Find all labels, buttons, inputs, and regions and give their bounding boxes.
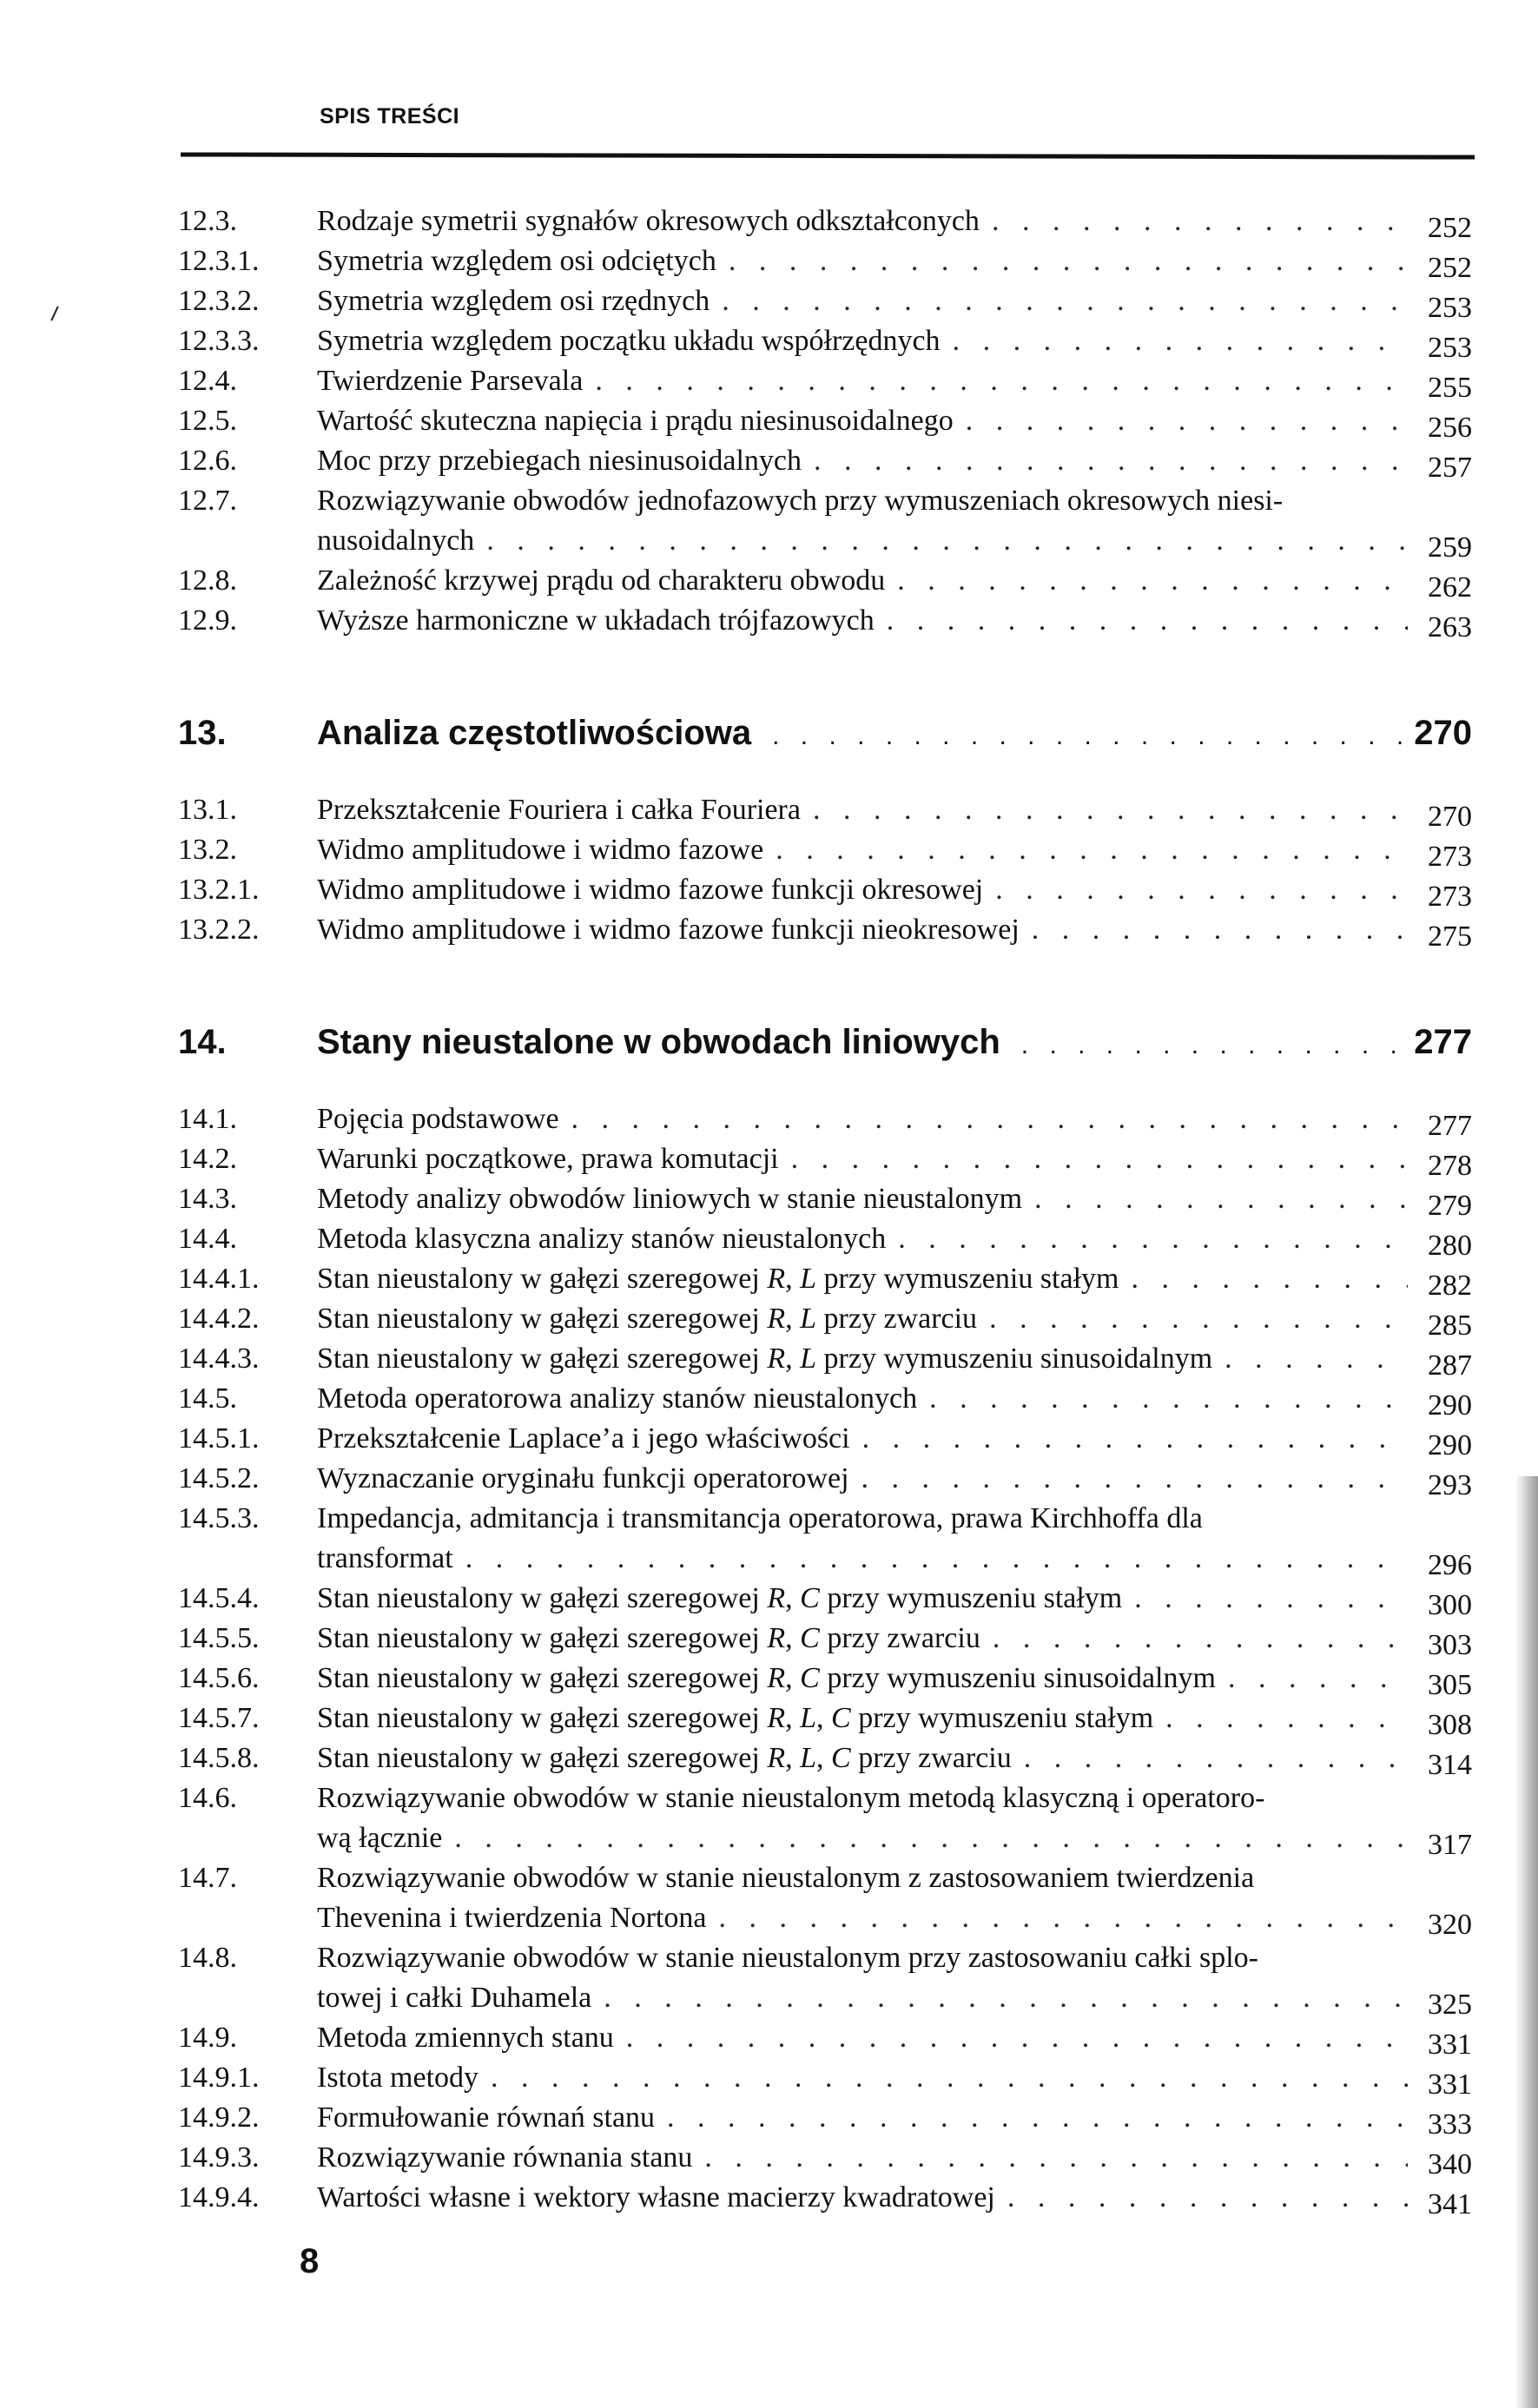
entry-body <box>317 1099 1472 1142</box>
dot-leader <box>465 1539 1408 1579</box>
entry-number: 12.5. <box>178 405 237 437</box>
chapter-title: Stany nieustalone w obwodach liniowych <box>317 1023 1000 1061</box>
page-number: 8 <box>300 2242 320 2280</box>
entry-line <box>317 401 1472 444</box>
entry-title-line: Rozwiązywanie obwodów jednofazowych przy wymuszeniach okresowych niesi- <box>317 485 1284 517</box>
entry-title: Stan nieustalony w gałęzi szeregowej R, L, C przy wymuszeniu stałym <box>317 1702 1154 1734</box>
chapter-heading[interactable] <box>178 1018 1472 1070</box>
entry-body <box>317 2098 1472 2141</box>
entry-page-number: 285 <box>1428 1310 1472 1342</box>
entry-body <box>317 1499 1472 1579</box>
dot-leader <box>722 281 1408 321</box>
entry-title: Metody analizy obwodów liniowych w stanie nieustalonym <box>317 1183 1023 1215</box>
toc-entry[interactable] <box>178 1099 1472 1142</box>
entry-line <box>317 870 1472 913</box>
entry-line <box>317 201 1472 244</box>
entry-body <box>317 2018 1472 2061</box>
dot-leader <box>571 1099 1408 1139</box>
entry-page-number: 273 <box>1428 881 1472 913</box>
entry-number: 14.4. <box>178 1223 237 1255</box>
dot-leader <box>989 1299 1408 1339</box>
scan-edge-shadow <box>1515 1476 1538 2408</box>
dot-leader <box>897 561 1408 601</box>
dot-leader <box>1034 1179 1408 1219</box>
dot-leader <box>1021 1021 1405 1070</box>
entry-body <box>317 1659 1472 1699</box>
entry-number: 14.5.1. <box>178 1422 260 1455</box>
chapter-spacer <box>178 761 1472 790</box>
entry-number: 12.8. <box>178 564 237 597</box>
chapter-page-number: 270 <box>1414 714 1472 752</box>
toc-entry[interactable] <box>178 201 1472 244</box>
entry-body <box>317 1738 1472 1781</box>
dot-leader <box>1024 1738 1408 1778</box>
entry-title-line: Rozwiązywanie obwodów w stanie nieustalonym metodą klasyczną i operatoro- <box>317 1782 1265 1814</box>
toc-entry[interactable] <box>178 870 1472 913</box>
toc-entry[interactable] <box>178 910 1472 953</box>
dot-leader <box>454 1818 1408 1858</box>
entry-body <box>317 321 1472 364</box>
toc-entry[interactable] <box>178 1339 1472 1382</box>
entry-page-number: 333 <box>1428 2108 1472 2141</box>
entry-body <box>317 601 1472 641</box>
entry-line <box>317 1339 1472 1382</box>
toc-entry[interactable] <box>178 1179 1472 1222</box>
entry-title: Przekształcenie Fouriera i całka Fouriera <box>317 794 801 826</box>
entry-title: Wyznaczanie oryginału funkcji operatorowej <box>317 1462 849 1494</box>
toc-entry[interactable] <box>178 1619 1472 1659</box>
stray-pen-mark <box>50 306 58 320</box>
entry-line <box>317 2098 1472 2141</box>
entry-page-number: 263 <box>1428 611 1472 643</box>
entry-line <box>317 361 1472 404</box>
entry-body <box>317 1938 1472 2021</box>
dot-leader <box>704 2138 1408 2178</box>
toc-entry[interactable] <box>178 481 1472 564</box>
entry-body <box>317 910 1472 953</box>
entry-line <box>317 1379 1472 1422</box>
entry-page-number: 255 <box>1428 372 1472 404</box>
dot-leader <box>1134 1579 1408 1619</box>
entry-line <box>317 1419 1472 1459</box>
entry-page-number: 253 <box>1428 292 1472 324</box>
entry-body <box>317 1259 1472 1302</box>
entry-number: 14.9.1. <box>178 2062 260 2094</box>
entry-title: Wartość skuteczna napięcia i prądu niesinusoidalnego <box>317 405 954 437</box>
entry-number: 14.9.4. <box>178 2181 260 2213</box>
entry-title: Rozwiązywanie równania stanu <box>317 2141 693 2174</box>
entry-number: 13.2.1. <box>178 874 260 906</box>
entry-title-last-line <box>317 1978 1472 2021</box>
entry-title: Stan nieustalony w gałęzi szeregowej R, C przy wymuszeniu sinusoidalnym <box>317 1662 1216 1694</box>
chapter-title: Analiza częstotliwościowa <box>317 714 752 752</box>
entry-number: 12.9. <box>178 604 237 637</box>
entry-line <box>317 2058 1472 2101</box>
toc-entry[interactable] <box>178 2098 1472 2141</box>
entry-body <box>317 1179 1472 1222</box>
entry-page-number: 317 <box>1428 1829 1472 1861</box>
dot-leader <box>718 1898 1408 1938</box>
entry-title: Widmo amplitudowe i widmo fazowe funkcji okresowej <box>317 874 984 906</box>
entry-title: Stan nieustalony w gałęzi szeregowej R, L, C przy zwarciu <box>317 1742 1012 1774</box>
dot-leader <box>995 870 1408 910</box>
entry-page-number: 280 <box>1428 1230 1472 1262</box>
toc-entry[interactable] <box>178 2018 1472 2061</box>
entry-number: 12.3.2. <box>178 285 260 317</box>
dot-leader <box>1032 910 1408 950</box>
entry-body <box>317 1619 1472 1659</box>
entry-page-number: 290 <box>1428 1429 1472 1461</box>
chapter-spacer <box>178 641 1472 709</box>
entry-title: Stan nieustalony w gałęzi szeregowej R, C przy wymuszeniu stałym <box>317 1582 1123 1614</box>
entry-title: Symetria względem osi rzędnych <box>317 285 710 317</box>
entry-line <box>317 561 1472 604</box>
entry-line <box>317 1738 1472 1781</box>
entry-body <box>317 1299 1472 1342</box>
entry-title: Przekształcenie Laplace’a i jego właściwości <box>317 1422 850 1455</box>
entry-line <box>317 1219 1472 1262</box>
entry-line <box>317 1179 1472 1222</box>
entry-body <box>317 401 1472 444</box>
entry-line <box>317 281 1472 324</box>
entry-title: Zależność krzywej prądu od charakteru obwodu <box>317 564 886 597</box>
entry-title: Wyższe harmoniczne w układach trójfazowych <box>317 604 875 637</box>
entry-title: Widmo amplitudowe i widmo fazowe funkcji nieokresowej <box>317 914 1020 946</box>
entry-page-number: 275 <box>1428 920 1472 953</box>
entry-line <box>317 1099 1472 1142</box>
entry-line <box>317 441 1472 484</box>
entry-page-number: 256 <box>1428 412 1472 444</box>
entry-page-number: 279 <box>1428 1190 1472 1222</box>
entry-number: 14.8. <box>178 1942 237 1974</box>
entry-body <box>317 1339 1472 1382</box>
entry-number: 14.5.3. <box>178 1502 260 1534</box>
entry-page-number: 253 <box>1428 332 1472 364</box>
toc-entry[interactable] <box>178 401 1472 444</box>
dot-leader <box>993 1619 1408 1659</box>
entry-page-number: 273 <box>1428 841 1472 873</box>
entry-title-line: Rozwiązywanie obwodów w stanie nieustalonym z zastosowaniem twierdzenia <box>317 1862 1255 1894</box>
entry-title-line: transformat <box>317 1542 453 1574</box>
entry-body <box>317 1139 1472 1182</box>
toc-entry[interactable] <box>178 1419 1472 1459</box>
chapter-title-line <box>317 709 1472 761</box>
entry-page-number: 282 <box>1428 1270 1472 1302</box>
toc-entry[interactable] <box>178 1738 1472 1781</box>
entry-page-number: 293 <box>1428 1469 1472 1501</box>
entry-body <box>317 441 1472 484</box>
entry-line <box>317 1259 1472 1302</box>
entry-page-number: 314 <box>1428 1749 1472 1781</box>
toc-entry[interactable] <box>178 1379 1472 1422</box>
entry-line <box>317 910 1472 953</box>
toc-entry[interactable] <box>178 830 1472 873</box>
entry-title: Symetria względem osi odciętych <box>317 245 716 277</box>
dot-leader <box>1224 1339 1408 1379</box>
entry-title: Symetria względem początku układu współrzędnych <box>317 325 941 357</box>
entry-body <box>317 1459 1472 1499</box>
entry-page-number: 287 <box>1428 1349 1472 1382</box>
entry-number: 14.5.7. <box>178 1702 260 1734</box>
dot-leader <box>1228 1659 1408 1699</box>
toc-entry[interactable] <box>178 1139 1472 1182</box>
entry-title: Stan nieustalony w gałęzi szeregowej R, L przy wymuszeniu sinusoidalnym <box>317 1343 1213 1375</box>
entry-page-number: 290 <box>1428 1389 1472 1422</box>
entry-page-number: 262 <box>1428 571 1472 604</box>
entry-body <box>317 1579 1472 1619</box>
entry-number: 12.4. <box>178 365 237 397</box>
toc-entry[interactable] <box>178 1579 1472 1619</box>
toc-entry[interactable] <box>178 1659 1472 1699</box>
header-rule <box>181 152 1475 159</box>
entry-page-number: 300 <box>1428 1589 1472 1621</box>
entry-title-line: towej i całki Duhamela <box>317 1982 592 2014</box>
toc-entry[interactable] <box>178 2178 1472 2218</box>
entry-line <box>317 601 1472 641</box>
entry-title-line: nusoidalnych <box>317 524 475 557</box>
dot-leader <box>491 2058 1408 2098</box>
entry-body <box>317 481 1472 564</box>
chapter-title-line <box>317 1018 1472 1070</box>
dot-leader <box>992 201 1408 241</box>
entry-page-number: 259 <box>1428 531 1472 564</box>
entry-title: Rodzaje symetrii sygnałów okresowych odkształconych <box>317 205 980 237</box>
entry-body <box>317 1858 1472 1941</box>
entry-page-number: 277 <box>1428 1110 1472 1142</box>
toc-entry[interactable] <box>178 241 1472 284</box>
entry-title: Widmo amplitudowe i widmo fazowe <box>317 834 764 866</box>
entry-page-number: 320 <box>1428 1909 1472 1941</box>
chapter-number: 14. <box>178 1023 227 1061</box>
dot-leader <box>953 321 1408 361</box>
entry-page-number: 331 <box>1428 2029 1472 2061</box>
entry-title: Metoda klasyczna analizy stanów nieustalonych <box>317 1223 887 1255</box>
entry-title: Istota metody <box>317 2062 479 2094</box>
toc-entry[interactable] <box>178 1858 1472 1941</box>
entry-line <box>317 2178 1472 2218</box>
entry-line <box>317 321 1472 364</box>
toc-entry[interactable] <box>178 1219 1472 1262</box>
entry-number: 14.1. <box>178 1103 237 1135</box>
entry-body <box>317 1778 1472 1861</box>
entry-number: 14.3. <box>178 1183 237 1215</box>
running-head: SPIS TREŚCI <box>320 104 460 129</box>
entry-title: Formułowanie równań stanu <box>317 2101 656 2134</box>
chapter-heading[interactable] <box>178 709 1472 761</box>
table-of-contents <box>178 201 1472 2218</box>
toc-entry[interactable] <box>178 1938 1472 2021</box>
entry-number: 12.6. <box>178 445 237 477</box>
entry-title: Stan nieustalony w gałęzi szeregowej R, C przy zwarciu <box>317 1622 980 1654</box>
entry-page-number: 296 <box>1428 1549 1472 1581</box>
dot-leader <box>729 241 1408 281</box>
toc-entry[interactable] <box>178 2058 1472 2101</box>
entry-page-number: 331 <box>1428 2068 1472 2101</box>
entry-body <box>317 241 1472 284</box>
chapter-spacer <box>178 950 1472 1018</box>
entry-line <box>317 1139 1472 1182</box>
entry-line <box>317 2138 1472 2178</box>
dot-leader <box>595 361 1408 401</box>
entry-title-line: Impedancja, admitancja i transmitancja operatorowa, prawa Kirchhoffa dla <box>317 1502 1203 1534</box>
toc-entry[interactable] <box>178 601 1472 641</box>
entry-page-number: 325 <box>1428 1989 1472 2021</box>
toc-entry[interactable] <box>178 1459 1472 1499</box>
entry-body <box>317 2138 1472 2178</box>
entry-number: 14.5.2. <box>178 1462 260 1494</box>
dot-leader <box>966 401 1408 441</box>
entry-body <box>317 2058 1472 2101</box>
toc-entry[interactable] <box>178 1778 1472 1861</box>
entry-title: Metoda zmiennych stanu <box>317 2022 614 2054</box>
dot-leader <box>1131 1259 1408 1299</box>
entry-body <box>317 2178 1472 2218</box>
toc-entry[interactable] <box>178 790 1472 833</box>
dot-leader <box>667 2098 1408 2138</box>
entry-body <box>317 790 1472 833</box>
entry-page-number: 341 <box>1428 2188 1472 2220</box>
dot-leader <box>1165 1699 1408 1738</box>
toc-entry[interactable] <box>178 561 1472 604</box>
chapter-spacer <box>178 1070 1472 1099</box>
dot-leader <box>898 1219 1408 1259</box>
entry-page-number: 305 <box>1428 1669 1472 1701</box>
toc-entry[interactable] <box>178 441 1472 484</box>
entry-body <box>317 1419 1472 1459</box>
entry-title: Warunki początkowe, prawa komutacji <box>317 1143 779 1175</box>
dot-leader <box>791 1139 1408 1179</box>
entry-line <box>317 1459 1472 1499</box>
entry-number: 14.5.5. <box>178 1622 260 1654</box>
entry-page-number: 252 <box>1428 212 1472 244</box>
entry-number: 12.3.3. <box>178 325 260 357</box>
toc-entry[interactable] <box>178 1499 1472 1579</box>
entry-number: 14.5. <box>178 1382 237 1415</box>
entry-number: 14.9.2. <box>178 2101 260 2134</box>
entry-title: Twierdzenie Parsevala <box>317 365 584 397</box>
entry-number: 14.4.1. <box>178 1263 260 1295</box>
entry-number: 14.4.3. <box>178 1343 260 1375</box>
entry-line <box>317 1659 1472 1699</box>
chapter-page-number: 277 <box>1414 1023 1472 1061</box>
toc-entry[interactable] <box>178 281 1472 324</box>
entry-page-number: 308 <box>1428 1709 1472 1741</box>
entry-page-number: 252 <box>1428 252 1472 284</box>
entry-number: 12.3. <box>178 205 237 237</box>
entry-line <box>317 790 1472 833</box>
entry-title-last-line <box>317 1539 1472 1579</box>
entry-title-line: Thevenina i twierdzenia Nortona <box>317 1902 707 1934</box>
entry-title-last-line <box>317 1898 1472 1941</box>
entry-number: 13.1. <box>178 794 237 826</box>
dot-leader <box>929 1379 1408 1419</box>
entry-line <box>317 1579 1472 1619</box>
dot-leader <box>862 1419 1408 1459</box>
dot-leader <box>1007 2178 1408 2218</box>
entry-number: 14.7. <box>178 1862 237 1894</box>
entry-number: 14.5.4. <box>178 1582 260 1614</box>
entry-page-number: 303 <box>1428 1629 1472 1661</box>
dot-leader <box>772 712 1405 761</box>
entry-title: Wartości własne i wektory własne macierzy kwadratowej <box>317 2181 995 2213</box>
entry-title-line: Rozwiązywanie obwodów w stanie nieustalonym przy zastosowaniu całki splo- <box>317 1942 1258 1974</box>
entry-page-number: 278 <box>1428 1150 1472 1182</box>
entry-body <box>317 201 1472 244</box>
entry-line <box>317 1699 1472 1741</box>
entry-page-number: 257 <box>1428 452 1472 484</box>
entry-page-number: 340 <box>1428 2148 1472 2180</box>
entry-body <box>317 1699 1472 1741</box>
entry-number: 12.3.1. <box>178 245 260 277</box>
dot-leader <box>814 441 1408 481</box>
entry-body <box>317 361 1472 404</box>
entry-body <box>317 830 1472 873</box>
entry-number: 14.5.8. <box>178 1742 260 1774</box>
entry-body <box>317 870 1472 913</box>
entry-line <box>317 2018 1472 2061</box>
entry-title: Moc przy przebiegach niesinusoidalnych <box>317 445 802 477</box>
entry-number: 12.7. <box>178 485 237 517</box>
dot-leader <box>776 830 1408 870</box>
entry-title-line: wą łącznie <box>317 1822 443 1854</box>
entry-number: 14.9. <box>178 2022 237 2054</box>
toc-entry[interactable] <box>178 1699 1472 1741</box>
entry-line <box>317 241 1472 284</box>
dot-leader <box>626 2018 1408 2058</box>
entry-number: 13.2. <box>178 834 237 866</box>
entry-line <box>317 830 1472 873</box>
entry-number: 14.2. <box>178 1143 237 1175</box>
entry-title: Metoda operatorowa analizy stanów nieustalonych <box>317 1382 918 1415</box>
dot-leader <box>813 790 1408 830</box>
entry-number: 13.2.2. <box>178 914 260 946</box>
dot-leader <box>486 521 1408 561</box>
entry-number: 14.9.3. <box>178 2141 260 2174</box>
entry-page-number: 270 <box>1428 801 1472 833</box>
dot-leader <box>887 601 1408 641</box>
dot-leader <box>604 1978 1408 2018</box>
toc-entry[interactable] <box>178 2138 1472 2178</box>
entry-line <box>317 1299 1472 1342</box>
chapter-number: 13. <box>178 714 227 752</box>
entry-body <box>317 561 1472 604</box>
entry-title: Stan nieustalony w gałęzi szeregowej R, L przy wymuszeniu stałym <box>317 1263 1119 1295</box>
entry-body <box>317 1379 1472 1422</box>
toc-entry[interactable] <box>178 321 1472 364</box>
entry-number: 14.6. <box>178 1782 237 1814</box>
entry-number: 14.4.2. <box>178 1303 260 1335</box>
entry-title: Stan nieustalony w gałęzi szeregowej R, L przy zwarciu <box>317 1303 978 1335</box>
entry-title-last-line <box>317 521 1472 564</box>
toc-entry[interactable] <box>178 1299 1472 1342</box>
entry-number: 14.5.6. <box>178 1662 260 1694</box>
dot-leader <box>861 1459 1408 1499</box>
entry-title-last-line <box>317 1818 1472 1861</box>
entry-body <box>317 281 1472 324</box>
entry-body <box>317 1219 1472 1262</box>
entry-line <box>317 1619 1472 1659</box>
toc-entry[interactable] <box>178 1259 1472 1302</box>
toc-entry[interactable] <box>178 361 1472 404</box>
entry-title: Pojęcia podstawowe <box>317 1103 559 1135</box>
